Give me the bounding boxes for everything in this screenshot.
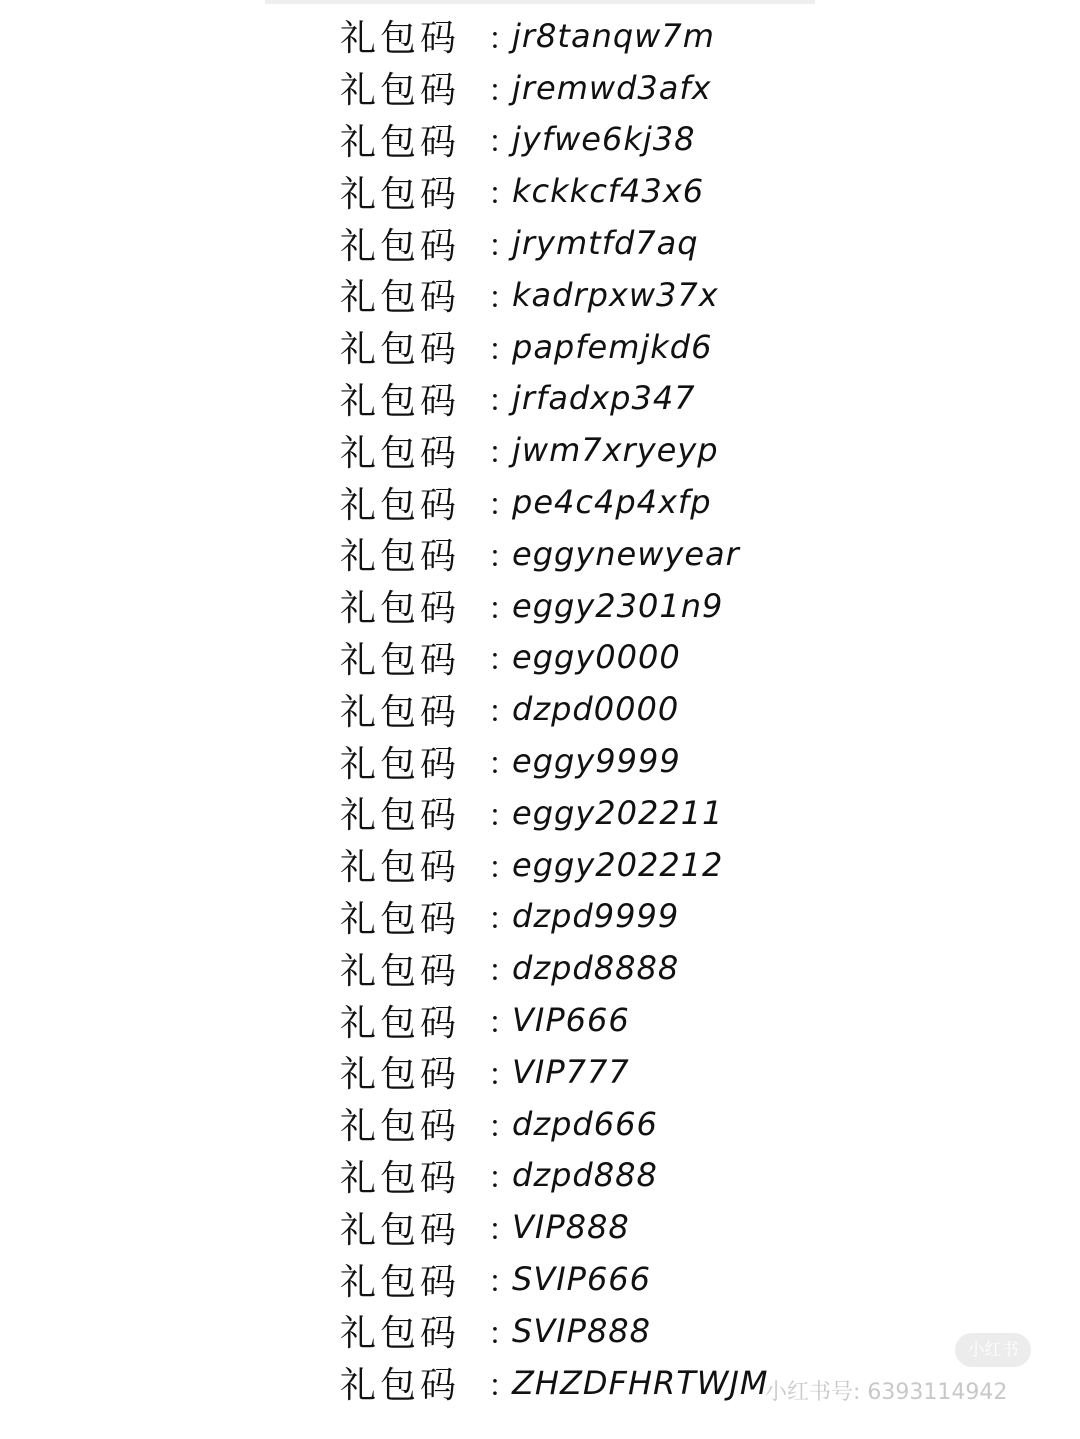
separator: ：: [488, 643, 518, 679]
gift-code-value: dzpd0000: [512, 690, 680, 729]
separator: ：: [488, 332, 518, 368]
separator: ：: [488, 1006, 518, 1042]
separator: ：: [488, 1368, 518, 1404]
gift-code-label: 礼包码: [340, 1209, 461, 1251]
separator: ：: [488, 902, 518, 938]
separator: ：: [488, 591, 518, 627]
gift-code-value: jrfadxp347: [512, 379, 696, 418]
gift-code-value: jyfwe6kj38: [512, 120, 696, 159]
list-item: [340, 1305, 860, 1357]
list-item: [340, 942, 860, 994]
gift-code-label: 礼包码: [340, 432, 461, 474]
gift-code-value: eggy202211: [512, 793, 724, 832]
gift-code-label: 礼包码: [340, 225, 461, 267]
gift-code-value: VIP666: [512, 1001, 630, 1040]
gift-code-value: jr8tanqw7m: [512, 16, 715, 55]
gift-code-label: 礼包码: [340, 1313, 461, 1355]
gift-code-value: SVIP666: [512, 1260, 652, 1299]
separator: ：: [488, 539, 518, 575]
list-item: [340, 165, 860, 217]
list-item: [340, 632, 860, 684]
separator: ：: [488, 954, 518, 990]
list-item: [340, 787, 860, 839]
gift-code-value: dzpd888: [512, 1156, 658, 1195]
gift-code-value: dzpd666: [512, 1104, 658, 1143]
gift-code-value: dzpd9999: [512, 897, 680, 936]
separator: ：: [488, 798, 518, 834]
gift-code-label: 礼包码: [340, 121, 461, 163]
gift-code-value: SVIP888: [512, 1311, 652, 1350]
list-item: [340, 62, 860, 114]
separator: ：: [488, 1057, 518, 1093]
gift-code-label: 礼包码: [340, 1365, 461, 1407]
separator: ：: [488, 177, 518, 213]
separator: ：: [488, 229, 518, 265]
list-item: [340, 839, 860, 891]
separator: ：: [488, 1213, 518, 1249]
gift-code-value: kadrpxw37x: [512, 275, 719, 314]
gift-code-label: 礼包码: [340, 1054, 461, 1096]
gift-code-label: 礼包码: [340, 380, 461, 422]
separator: ：: [488, 1316, 518, 1352]
list-item: [340, 1046, 860, 1098]
gift-code-value: ZHZDFHRTWJM: [512, 1363, 769, 1402]
xiaohongshu-logo-badge: 小红书: [955, 1333, 1031, 1367]
gift-code-label: 礼包码: [340, 847, 461, 889]
gift-code-label: 礼包码: [340, 950, 461, 992]
gift-code-label: 礼包码: [340, 70, 461, 112]
gift-code-label: 礼包码: [340, 1261, 461, 1303]
list-item: [340, 217, 860, 269]
gift-code-label: 礼包码: [340, 277, 461, 319]
list-item: [340, 321, 860, 373]
list-item: [340, 735, 860, 787]
gift-code-label: 礼包码: [340, 639, 461, 681]
list-item: [340, 424, 860, 476]
separator: ：: [488, 695, 518, 731]
separator: ：: [488, 436, 518, 472]
gift-code-label: 礼包码: [340, 1002, 461, 1044]
list-item: [340, 528, 860, 580]
list-item: [340, 269, 860, 321]
gift-code-value: eggynewyear: [512, 534, 740, 573]
gift-code-value: eggy2301n9: [512, 586, 724, 625]
gift-code-value: jremwd3afx: [512, 68, 712, 107]
gift-code-label: 礼包码: [340, 743, 461, 785]
gift-code-label: 礼包码: [340, 795, 461, 837]
gift-code-value: kckkcf43x6: [512, 172, 705, 211]
gift-code-value: papfemjkd6: [512, 327, 713, 366]
gift-code-value: pe4c4p4xfp: [512, 483, 712, 522]
separator: ：: [488, 747, 518, 783]
gift-code-value: eggy0000: [512, 638, 681, 677]
list-item: [340, 1201, 860, 1253]
gift-code-label: 礼包码: [340, 1157, 461, 1199]
separator: ：: [488, 850, 518, 886]
gift-code-label: 礼包码: [340, 588, 461, 630]
gift-code-list: [340, 10, 860, 1409]
gift-code-value: jwm7xryeyp: [512, 431, 719, 470]
list-item: [340, 683, 860, 735]
list-item: [340, 891, 860, 943]
list-item: [340, 1150, 860, 1202]
separator: ：: [488, 73, 518, 109]
top-divider: [265, 0, 815, 4]
gift-code-label: 礼包码: [340, 173, 461, 215]
gift-code-value: VIP888: [512, 1208, 630, 1247]
gift-code-value: jrymtfd7aq: [512, 224, 699, 263]
gift-code-label: 礼包码: [340, 691, 461, 733]
gift-code-value: eggy202212: [512, 845, 724, 884]
list-item: [340, 373, 860, 425]
list-item: [340, 994, 860, 1046]
separator: ：: [488, 21, 518, 57]
list-item: [340, 1253, 860, 1305]
gift-code-label: 礼包码: [340, 536, 461, 578]
separator: ：: [488, 1161, 518, 1197]
gift-code-label: 礼包码: [340, 1106, 461, 1148]
list-item: [340, 114, 860, 166]
list-item: [340, 1098, 860, 1150]
separator: ：: [488, 280, 518, 316]
separator: ：: [488, 488, 518, 524]
watermark-account-id: 小红书号: 6393114942: [765, 1380, 1008, 1405]
separator: ：: [488, 384, 518, 420]
gift-code-label: 礼包码: [340, 898, 461, 940]
list-item: [340, 476, 860, 528]
separator: ：: [488, 125, 518, 161]
list-item: [340, 580, 860, 632]
gift-code-label: 礼包码: [340, 329, 461, 371]
gift-code-label: 礼包码: [340, 484, 461, 526]
list-item: [340, 10, 860, 62]
gift-code-value: eggy9999: [512, 742, 681, 781]
gift-code-value: VIP777: [512, 1052, 630, 1091]
gift-code-label: 礼包码: [340, 18, 461, 60]
separator: ：: [488, 1109, 518, 1145]
gift-code-value: dzpd8888: [512, 949, 680, 988]
separator: ：: [488, 1265, 518, 1301]
